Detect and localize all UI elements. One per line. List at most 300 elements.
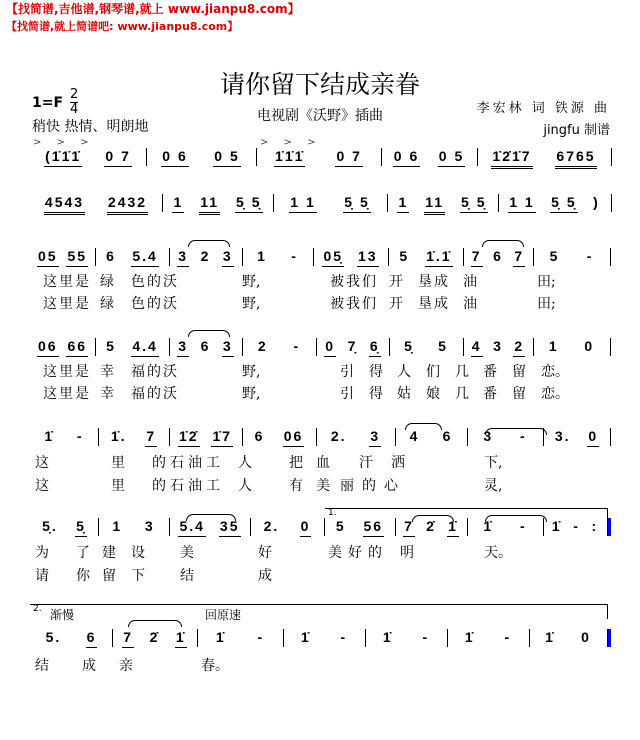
note-group: (1̇1̇1̇ (44, 148, 82, 167)
note-group: 1̇ (300, 629, 311, 645)
note-group: - (422, 629, 430, 645)
note-group: 2432 (107, 194, 148, 215)
lyric-syllable: 这 (43, 386, 57, 402)
measure (245, 338, 313, 360)
note-group: 0 (581, 629, 591, 645)
note-group: 0 6 (161, 148, 188, 167)
lyric-syllable: 引 (340, 364, 354, 380)
barline (95, 338, 96, 356)
note-group: 3 (177, 338, 189, 357)
note-group: 5̣ 5̣ (460, 194, 487, 213)
note-group: 3. (554, 428, 571, 444)
measure (172, 248, 239, 270)
barline (316, 428, 317, 446)
lyric-syllable: 工 (206, 455, 220, 471)
barline (610, 338, 611, 356)
note-group: 3 (177, 248, 189, 267)
lyric-syllable: 的 (147, 274, 161, 290)
note-group: 6 (442, 428, 453, 444)
music-line (0, 148, 640, 170)
lyric-syllable: 成 (434, 296, 448, 312)
note-group: 35 (219, 518, 241, 537)
lyric-syllable: 成 (434, 274, 448, 290)
lyric-syllable: 明 (400, 545, 414, 561)
note-group: 5̣ 5̣ (235, 194, 262, 213)
note-group: 0 (300, 518, 312, 537)
barline (95, 248, 96, 266)
lyric-syllable: 好 (258, 545, 272, 561)
lyric-syllable: 我 (346, 274, 360, 290)
note-group: ) (593, 194, 600, 210)
lyric-syllable: 请 (35, 568, 49, 584)
lyric-syllable: 沃 (163, 274, 177, 290)
note-group: 1̇.1̇ (425, 248, 452, 267)
lyric-syllable: 野, (242, 274, 261, 290)
lyric-syllable: 得 (369, 386, 383, 402)
lyric-syllable: 垦 (418, 296, 432, 312)
barline (283, 629, 284, 647)
barline (463, 338, 464, 356)
measure (245, 248, 310, 270)
lyric-syllable: 结 (180, 568, 194, 584)
lyric-syllable: 被 (330, 274, 344, 290)
note-group: - (504, 629, 512, 645)
note-group: 13 (357, 248, 379, 267)
measure (33, 428, 95, 450)
measure (33, 148, 143, 170)
lyric-syllable: 得 (369, 364, 383, 380)
volta-2-label: 2. (33, 604, 42, 614)
note-group: 5̣ 5̣ (343, 194, 370, 213)
barline (169, 518, 170, 536)
note-group: 5̣ (404, 338, 414, 354)
barline (146, 148, 147, 166)
note-group: 2̇ (149, 629, 160, 645)
note-group: 1̇. (110, 428, 127, 444)
lyric-syllable: 幸 (100, 386, 114, 402)
music-line (0, 629, 640, 651)
note-group: 6 (106, 248, 116, 264)
lyric-syllable: 这 (43, 364, 57, 380)
note-group: 1̇ (175, 629, 187, 648)
lyric-syllable: 石 (170, 478, 184, 494)
note-group: 5 (549, 248, 560, 264)
accent-marks: > > > (260, 137, 322, 148)
measure (245, 428, 313, 450)
barline (169, 338, 170, 356)
lyric-syllable: 工 (206, 478, 220, 494)
accent-marks: > > > (33, 137, 95, 148)
measure (390, 194, 495, 216)
lyric-syllable: 几 (455, 364, 469, 380)
barline (610, 428, 611, 446)
lyric-syllable: 留 (512, 386, 526, 402)
lyric-syllable: 姑 (397, 386, 411, 402)
barline (162, 194, 163, 212)
lyric-syllable: 我 (346, 296, 360, 312)
arranger: jingfu 制谱 (543, 123, 610, 138)
lyric-syllable: 开 (389, 274, 403, 290)
measure (466, 338, 530, 360)
time-signature (70, 88, 78, 117)
note-group: 5̣. (42, 518, 58, 534)
note-group: 3 (144, 518, 155, 534)
note-group: 1̇ (545, 629, 555, 645)
note-group: - (340, 629, 348, 645)
measure (33, 194, 159, 216)
lyric-syllable: 石 (170, 455, 184, 471)
lyric-syllable: 里 (59, 364, 73, 380)
volta-1-label: 1. (328, 508, 337, 518)
lyric-syllable: 色 (131, 296, 145, 312)
note-group: 2. (330, 428, 347, 444)
note-group: 1̇ (483, 518, 494, 534)
lyric-syllable: 沃 (163, 296, 177, 312)
note-group: 6̣ (369, 338, 381, 357)
lyric-syllable: 里 (59, 274, 73, 290)
measure (466, 248, 530, 270)
note-group: : (591, 518, 599, 534)
lyric-syllable: 的 (147, 296, 161, 312)
note-group: 5 (438, 338, 448, 354)
lyric-syllable: 人 (238, 455, 252, 471)
lyric-syllable: 油 (188, 455, 202, 471)
note-group: 1̇2̇1̇7 (491, 148, 532, 169)
note-group: - (76, 428, 84, 444)
lyric-syllable: 人 (238, 478, 252, 494)
note-group: 4.4 (131, 338, 158, 357)
measure (33, 248, 92, 270)
measure (165, 194, 270, 216)
barline (324, 518, 325, 536)
note-group: 2 (513, 338, 525, 357)
note-group: - (586, 248, 594, 264)
barline (447, 629, 448, 647)
lyric-syllable: 春。 (201, 658, 229, 674)
note-group: 1 1 (289, 194, 316, 213)
lyric-syllable: 几 (455, 386, 469, 402)
note-group: 3 (222, 248, 234, 267)
volta-2-bracket (30, 604, 608, 619)
watermark: 【找简谱,吉他谱,钢琴谱,就上 www.jianpu8.com】 (6, 2, 300, 16)
measure (470, 518, 540, 540)
note-group: 0 7 (335, 148, 362, 167)
note-group: 66 (66, 338, 88, 357)
measure (319, 428, 392, 450)
lyric-syllable: 下 (131, 568, 145, 584)
measure (33, 518, 95, 540)
barline (256, 148, 257, 166)
note-group: 0 (584, 338, 595, 354)
lyric-syllable: 把 (289, 455, 303, 471)
lyric-syllable: 的 (147, 364, 161, 380)
measure (115, 629, 194, 651)
time-top: 2 (70, 87, 79, 102)
lyric-syllable: 里 (59, 386, 73, 402)
lyric-syllable: 开 (389, 296, 403, 312)
note-group: 4 (409, 428, 420, 444)
lyric-syllable: 这 (35, 455, 49, 471)
note-group: 11 (199, 194, 220, 215)
lyric-syllable: 野, (242, 296, 261, 312)
lyric-syllable: 的 (152, 478, 166, 494)
barline (98, 428, 99, 446)
note-group: 6 (200, 338, 211, 354)
measure (391, 248, 460, 270)
note-group: 5 (399, 248, 410, 264)
lyric-syllable: 有 (289, 478, 303, 494)
lyric-syllable: 野, (242, 364, 261, 380)
lyric-syllable: 的 (152, 455, 166, 471)
note-group: 7 (513, 248, 525, 267)
barline (533, 248, 534, 266)
barline (389, 338, 390, 356)
note-group: 5̣ 5̣ (550, 194, 577, 213)
measure (276, 194, 384, 216)
note-group: 5.4 (178, 518, 205, 537)
measure (33, 629, 109, 651)
music-line (0, 194, 640, 216)
slur (188, 330, 230, 337)
lyric-syllable: 美 (316, 478, 330, 494)
note-group: 7 (403, 518, 415, 537)
measure (316, 248, 385, 270)
lyric-syllable: 色 (131, 274, 145, 290)
lyric-syllable: 了 (76, 545, 90, 561)
note-group: 0 6 (393, 148, 420, 167)
lyric-syllable: 引 (340, 386, 354, 402)
barline (365, 629, 366, 647)
note-group: - (257, 629, 265, 645)
time-bottom: 4 (70, 102, 79, 117)
slur (128, 620, 182, 627)
lyric-syllable: 留 (512, 364, 526, 380)
lyric-syllable: 是 (75, 296, 89, 312)
barline (543, 518, 544, 536)
lyric-syllable: 心 (384, 478, 398, 494)
song-subtitle: 电视剧《沃野》插曲 (257, 108, 383, 124)
lyric-syllable: 沃 (163, 386, 177, 402)
ritardando-marking: 渐慢 (50, 608, 75, 622)
measure (398, 518, 464, 540)
lyric-syllable: 设 (131, 545, 145, 561)
lyric-syllable: 油 (463, 274, 477, 290)
measure (450, 629, 526, 651)
note-group: 6765 (555, 148, 596, 169)
note-group: 1̇ (215, 629, 226, 645)
note-group: 1 (172, 194, 184, 213)
measure (480, 148, 608, 170)
lyric-syllable: 沃 (163, 364, 177, 380)
note-group: 1 (397, 194, 409, 213)
note-group: 1 (112, 518, 123, 534)
barline (395, 428, 396, 446)
lyric-syllable: 里 (111, 455, 125, 471)
lyric-syllable: 被 (330, 296, 344, 312)
lyric-syllable: 恋。 (541, 386, 569, 402)
note-group: 1̇ (382, 629, 393, 645)
barline (395, 518, 396, 536)
note-group: 55 (66, 248, 88, 267)
note-group: 4543 (44, 194, 85, 215)
slur (188, 240, 230, 247)
barline (477, 148, 478, 166)
measure (200, 629, 280, 651)
note-group: 06 (37, 338, 59, 357)
lyric-syllable: 为 (35, 545, 49, 561)
music-line (0, 338, 640, 360)
measure (253, 518, 321, 540)
note-group: 05 (37, 248, 59, 267)
note-group: 3 (483, 428, 494, 444)
lyric-syllable: 福 (131, 386, 145, 402)
lyric-syllable: 这 (35, 478, 49, 494)
lyric-syllable: 们 (362, 296, 376, 312)
barline (316, 338, 317, 356)
note-group: 5 (335, 518, 346, 534)
lyric-syllable: 成 (82, 658, 96, 674)
note-group: - (519, 428, 527, 444)
barline (169, 248, 170, 266)
lyric-syllable: 垦 (418, 274, 432, 290)
lyric-syllable: 结 (35, 658, 49, 674)
lyric-syllable: 灵, (484, 478, 503, 494)
lyric-syllable: 恋。 (541, 364, 569, 380)
tempo-marking: 稍快 热情、明朗地 (32, 119, 149, 135)
note-group: 1̇ (464, 629, 475, 645)
measure (470, 428, 540, 450)
note-group: 0 (587, 428, 599, 447)
note-group: 0 5 (438, 148, 465, 167)
barline (242, 338, 243, 356)
lyric-syllable: 里 (111, 478, 125, 494)
note-group: 2 (257, 338, 268, 354)
barline (467, 428, 468, 446)
measure (536, 338, 607, 360)
note-group: 0 7 (104, 148, 131, 167)
barline (112, 629, 113, 647)
key-signature: 1=F (32, 95, 64, 111)
lyric-syllable: 美 (328, 545, 342, 561)
note-group: 5.4 (131, 248, 158, 267)
note-group: 1̇1̇1̇ (274, 148, 305, 167)
lyric-syllable: 娘 (426, 386, 440, 402)
barline (533, 338, 534, 356)
lyric-syllable: 福 (131, 364, 145, 380)
lyric-syllable: 田; (537, 296, 556, 312)
measure (286, 629, 362, 651)
barline (273, 194, 274, 212)
measure (172, 428, 239, 450)
barline (313, 248, 314, 266)
barline (543, 428, 544, 446)
lyric-syllable: 绿 (100, 296, 114, 312)
lyric-syllable: 建 (102, 545, 116, 561)
lyric-syllable: 里 (59, 296, 73, 312)
credits: 李宏林 词 铁源 曲 (476, 101, 610, 116)
slur (482, 240, 524, 247)
note-group: 7 (145, 428, 157, 447)
note-group: 0 (324, 338, 336, 357)
barline (467, 518, 468, 536)
lyric-syllable: 的 (362, 478, 376, 494)
barline (242, 428, 243, 446)
measure (392, 338, 460, 360)
note-group: 2̇ (426, 518, 436, 534)
note-group: 5. (45, 629, 62, 645)
measure (536, 248, 607, 270)
measure (546, 428, 607, 450)
note-group: - (293, 338, 301, 354)
measure (33, 338, 92, 360)
measure (101, 428, 166, 450)
end-barline (607, 629, 611, 647)
note-group: 06 (283, 428, 305, 447)
lyric-syllable: 们 (362, 274, 376, 290)
barline (610, 248, 611, 266)
measure (98, 338, 166, 360)
lyric-syllable: 们 (426, 364, 440, 380)
lyric-syllable: 汗 (359, 455, 373, 471)
barline (381, 148, 382, 166)
note-group: 1̇7 (211, 428, 233, 447)
measure (98, 248, 166, 270)
measure (546, 518, 604, 540)
note-group: 5̣ (75, 518, 87, 537)
barline (242, 248, 243, 266)
note-group: 6 (493, 248, 503, 264)
measure (501, 194, 608, 216)
barline (197, 629, 198, 647)
lyric-syllable: 你 (76, 568, 90, 584)
barline (529, 629, 530, 647)
lyric-syllable: 是 (75, 386, 89, 402)
note-group: 7 (122, 629, 134, 648)
lyric-syllable: 这 (43, 274, 57, 290)
note-group: 5 (106, 338, 116, 354)
note-group: 6 (254, 428, 265, 444)
note-group: 1 1 (508, 194, 535, 213)
note-group: 1̇2̇ (178, 428, 200, 447)
barline (388, 248, 389, 266)
measure (149, 148, 253, 170)
note-group: 1̇ (44, 428, 55, 444)
lyric-syllable: 番 (483, 364, 497, 380)
note-group: 1̇ (447, 518, 459, 537)
lyric-syllable: 油 (188, 478, 202, 494)
measure (532, 629, 604, 651)
lyric-syllable: 是 (75, 274, 89, 290)
note-group: 2. (263, 518, 280, 534)
measure (172, 338, 239, 360)
measure (384, 148, 474, 170)
barline (498, 194, 499, 212)
barline (611, 148, 612, 166)
music-line (0, 518, 640, 540)
lyric-syllable: 绿 (100, 274, 114, 290)
note-group: 11 (424, 194, 445, 215)
lyric-syllable: 油 (463, 296, 477, 312)
lyric-syllable: 这 (43, 296, 57, 312)
measure (319, 338, 386, 360)
lyric-syllable: 田; (537, 274, 556, 290)
note-group: 7̣ (347, 338, 358, 354)
note-group: 7 (471, 248, 483, 267)
note-group: 3 (493, 338, 503, 354)
lyric-syllable: 的 (368, 545, 382, 561)
watermark: 【找简谱,就上简谱吧: www.jianpu8.com】 (6, 20, 239, 33)
lyric-syllable: 留 (102, 568, 116, 584)
